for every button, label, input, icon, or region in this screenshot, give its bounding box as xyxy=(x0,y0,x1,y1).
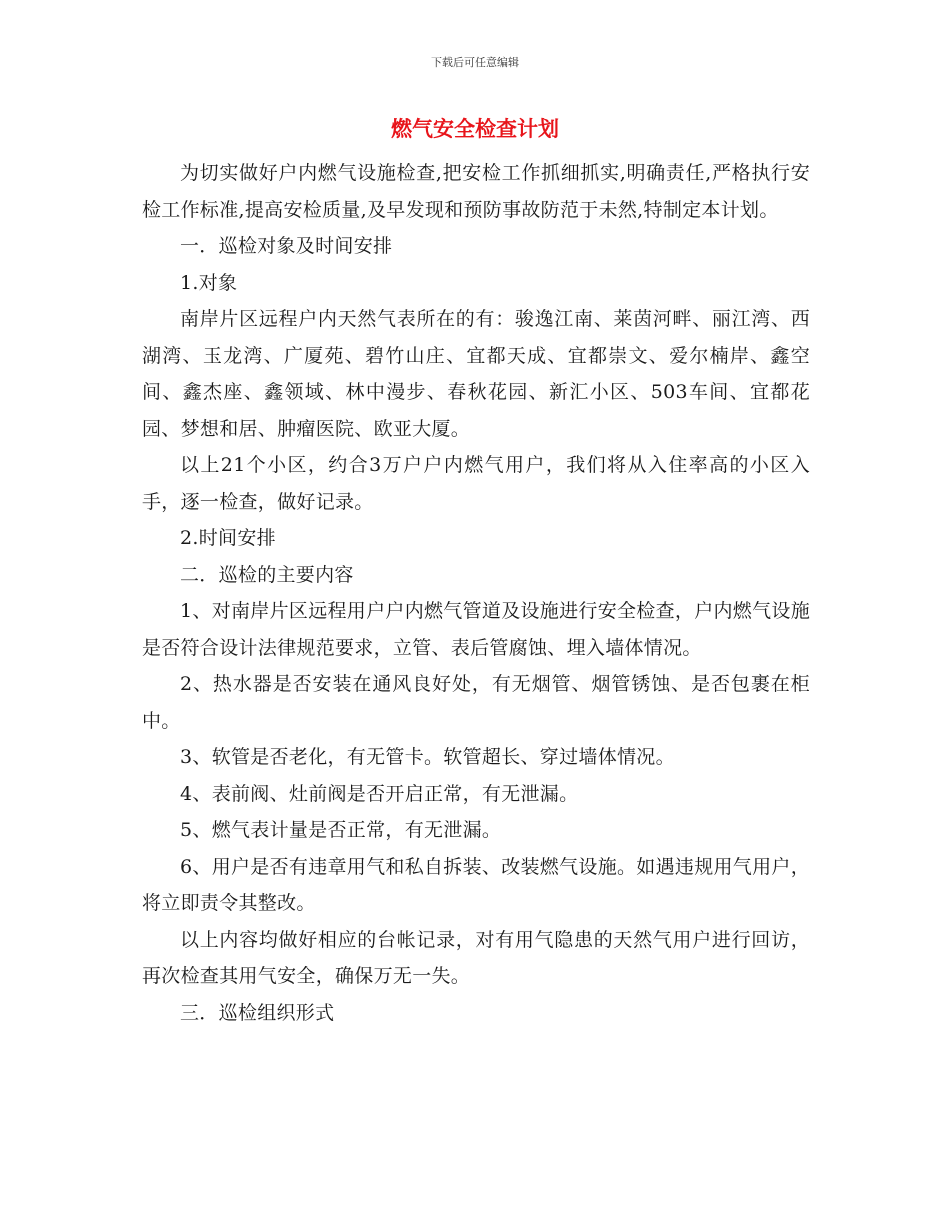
content-item-3: 3、软管是否老化，有无管卡。软管超长、穿过墙体情况。 xyxy=(180,746,675,768)
section-heading-1: 一．巡检对象及时间安排 xyxy=(180,235,393,257)
subheading-schedule: 2.时间安排 xyxy=(180,527,276,549)
content-item-5: 5、燃气表计量是否正常，有无泄漏。 xyxy=(180,819,502,841)
content-item-4: 4、表前阀、灶前阀是否开启正常，有无泄漏。 xyxy=(180,782,579,805)
document-title: 燃气安全检查计划 xyxy=(391,116,559,141)
intro-paragraph: 为切实做好户内燃气设施检查,把安检工作抓细抓实,明确责任,严格执行安检工作标准,提高安检质量,及早发现和预防事故防范于未然,特制定本计划。 xyxy=(142,162,810,221)
content-item-2: 2、热水器是否安装在通风良好处，有无烟管、烟管锈蚀、是否包裹在柜中。 xyxy=(142,673,810,732)
content-item-6: 6、用户是否有违章用气和私自拆装、改装燃气设施。如遇违规用气用户，将立即责令其整改。 xyxy=(142,855,810,914)
section-heading-3: 三．巡检组织形式 xyxy=(180,1001,335,1024)
targets-paragraph: 南岸片区远程户内天然气表所在的有：骏逸江南、莱茵河畔、丽江湾、西湖湾、玉龙湾、广厦苑、碧竹山庄、宜都天成、宜都崇文、爱尔楠岸、鑫空间、鑫杰座、鑫领域、林中漫步、春秋花园、新汇小区、503车间、宜都花园、梦想和居、肿瘤医院、欧亚大厦。 xyxy=(142,308,810,440)
records-paragraph: 以上内容均做好相应的台帐记录，对有用气隐患的天然气用户进行回访，再次检查其用气安全，确保万无一失。 xyxy=(142,928,810,987)
content-item-1: 1、对南岸片区远程用户户内燃气管道及设施进行安全检查，户内燃气设施是否符合设计法律规范要求，立管、表后管腐蚀、埋入墙体情况。 xyxy=(142,600,810,659)
targets-summary-paragraph: 以上21个小区，约合3万户户内燃气用户，我们将从入住率高的小区入手，逐一检查，做好记录。 xyxy=(142,454,810,513)
section-heading-2: 二．巡检的主要内容 xyxy=(180,563,354,586)
subheading-targets: 1.对象 xyxy=(180,271,238,294)
document-body xyxy=(142,155,810,1031)
page-header-note: 下载后可任意编辑 xyxy=(431,56,519,69)
